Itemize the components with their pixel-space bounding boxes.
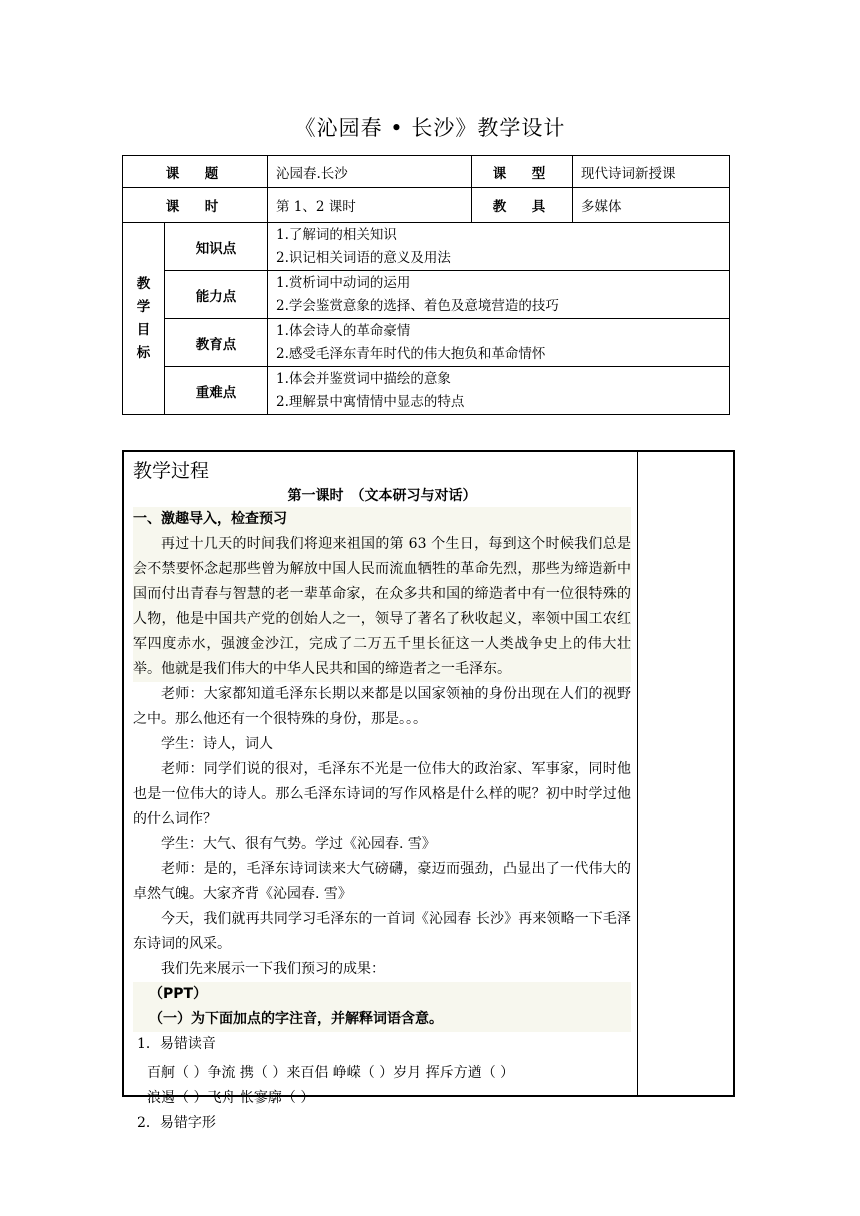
- objective-category: 能力点: [165, 271, 268, 319]
- objective-category: 重难点: [165, 367, 268, 415]
- paragraph: 再过十几天的时间我们将迎来祖国的第 63 个生日，每到这个时候我们总是会不禁要怀念起那些曾为解放中国人民而流血牺牲的革命先烈，那些为缔造新中国而付出青春与智慧的老一辈革命家，在众多共和国的缔造者中有一位很特殊的人物，他是中国共产党的创始人之一，领导了著名了秋收起义，率领中国工农红军四度赤水，强渡金沙江，完成了二万五千里长征这一人类战争史上的伟大壮举。他就是我们伟大的中华人民共和国的缔造者之一毛泽东。: [133, 532, 631, 682]
- paragraph: 老师：同学们说的很对，毛泽东不光是一位伟大的政治家、军事家，同时他也是一位伟大的诗人。那么毛泽东诗词的写作风格是什么样的呢？初中时学过他的什么词作？: [133, 761, 631, 827]
- paragraph: 老师：大家都知道毛泽东长期以来都是以国家领袖的身份出现在人们的视野之中。那么他还有一个很特殊的身份，那是。。。: [133, 686, 631, 727]
- process-heading: 教学过程: [133, 460, 210, 482]
- tools-value: 多媒体: [573, 188, 730, 223]
- paragraph: 学生：诗人，词人: [161, 736, 273, 752]
- document-title: 《沁园春 • 长沙》教学设计: [294, 116, 566, 140]
- pronunciation-items: 百舸（ ）争流 携（ ）来百侣 峥嵘（ ）岁月 挥斥方遒（ ） 浪遏（ ）飞舟 怅寥廓（ ）: [147, 1065, 515, 1106]
- period-value: 第 1、2 课时: [268, 188, 472, 223]
- lesson-type-label: 课 型: [472, 156, 573, 188]
- task-heading: （一）为下面加点的字注音，并解释词语含意。: [133, 1007, 631, 1032]
- objective-content: 1.体会诗人的革命豪情 2.感受毛泽东青年时代的伟大抱负和革命情怀: [268, 319, 730, 367]
- tools-label: 教 具: [472, 188, 573, 223]
- paragraph: 学生：大气、很有气势。学过《沁园春. 雪》: [161, 836, 436, 852]
- lesson-title-label: 课 题: [123, 156, 268, 188]
- lesson-title-value: 沁园春.长沙: [268, 156, 472, 188]
- objectives-label: 教 学 目 标: [123, 223, 165, 415]
- item-heading: 2．易错字形: [137, 1115, 216, 1131]
- teaching-process-box: [122, 450, 735, 1131]
- paragraph: 今天，我们就再共同学习毛泽东的一首词《沁园春 长沙》再来领略一下毛泽东诗词的风采。: [133, 911, 631, 952]
- paragraph: 我们先来展示一下我们预习的成果：: [161, 961, 385, 977]
- lesson-info-table: [122, 155, 730, 415]
- objective-category: 知识点: [165, 223, 268, 271]
- column-divider: [637, 452, 638, 1095]
- section-heading: 一、激趣导入，检查预习: [133, 507, 631, 532]
- objective-category: 教育点: [165, 319, 268, 367]
- process-main-column: [124, 452, 637, 1136]
- objective-content: 1.体会并鉴赏词中描绘的意象 2.理解景中寓情情中显志的特点: [268, 367, 730, 415]
- paragraph: 老师：是的，毛泽东诗词读来大气磅礴，豪迈而强劲，凸显出了一代伟大的卓然气魄。大家齐背《沁园春. 雪》: [133, 861, 631, 902]
- objective-content: 1.赏析词中动词的运用 2.学会鉴赏意象的选择、着色及意境营造的技巧: [268, 271, 730, 319]
- objective-content: 1.了解词的相关知识 2.识记相关词语的意义及用法: [268, 223, 730, 271]
- item-heading: 1．易错读音: [137, 1036, 216, 1052]
- ppt-label: （PPT）: [133, 982, 631, 1007]
- lesson-heading: 第一课时 （文本研习与对话）: [287, 488, 477, 504]
- lesson-type-value: 现代诗词新授课: [573, 156, 730, 188]
- period-label: 课 时: [123, 188, 268, 223]
